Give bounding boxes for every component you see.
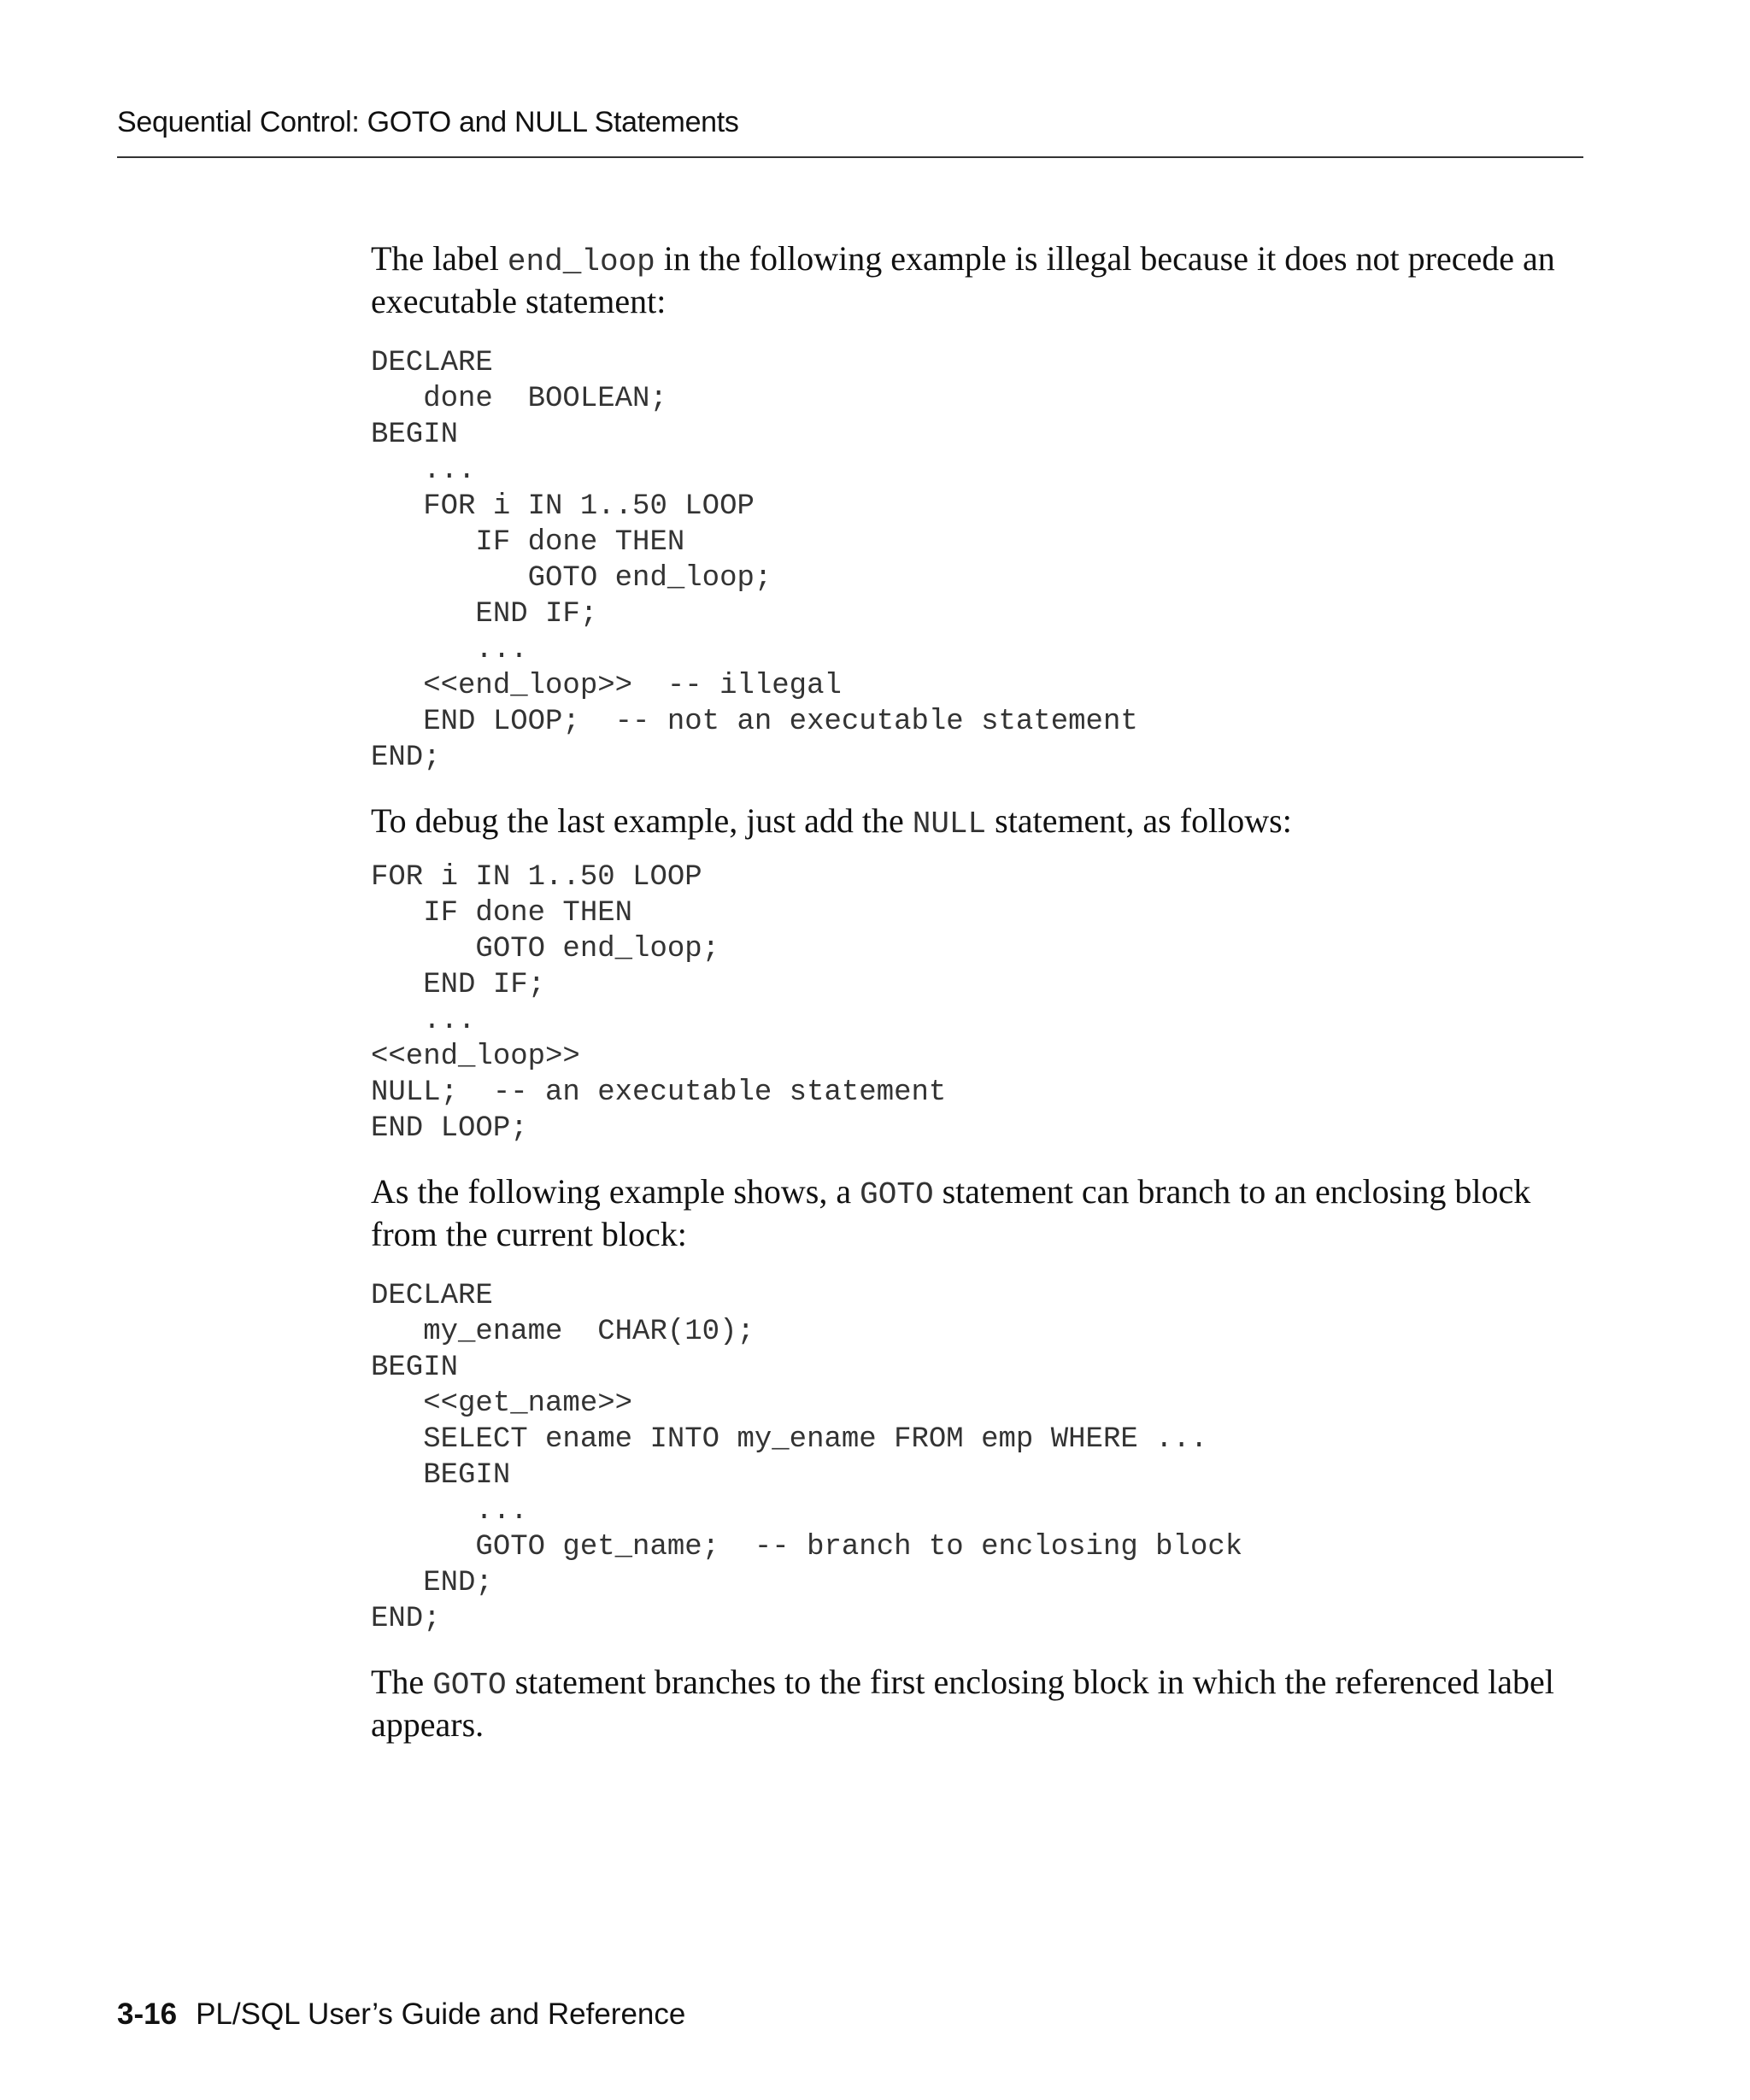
para-text: The [371,1663,433,1701]
inline-code-end-loop: end_loop [507,244,655,279]
para-text: statement, as follows: [986,801,1292,840]
para-text: in the following example is illegal because it does not precede an executable statement: [371,239,1555,320]
paragraph-enclosing-block [371,1172,1584,1254]
inline-code-goto: GOTO [860,1177,934,1212]
page-footer [117,1997,685,2032]
code-block-enclosing: DECLARE my_ename CHAR(10); BEGIN <<get_name>> SELECT ename INTO my_ename FROM emp WHERE ... BEGIN ... GOTO get_name; -- branch to enclosing block END; END; [371,1280,1243,1635]
running-header: Sequential Control: GOTO and NULL Statements [117,106,739,138]
page-body [371,239,1584,1745]
page-number: 3-16 [117,1997,178,2031]
para-text: The label [371,239,508,278]
inline-code-null: NULL [912,807,987,842]
inline-code-goto: GOTO [432,1668,507,1703]
paragraph-debug [371,801,1584,844]
header-rule [117,156,1583,158]
paragraph-label-illegal [371,239,1584,321]
para-text: statement branches to the first enclosing block in which the referenced label appears. [371,1663,1554,1744]
book-title: PL/SQL User’s Guide and Reference [196,1997,686,2031]
paragraph-goto-branches [371,1663,1584,1745]
para-text: statement can branch to an enclosing block from the current block: [371,1172,1531,1253]
para-text: As the following example shows, a [371,1172,860,1211]
code-block-null-fix: FOR i IN 1..50 LOOP IF done THEN GOTO end_loop; END IF; ... <<end_loop>> NULL; -- an executable statement END LOOP; [371,861,947,1145]
code-block-illegal-label: DECLARE done BOOLEAN; BEGIN ... FOR i IN 1..50 LOOP IF done THEN GOTO end_loop; END IF; ... <<end_loop>> -- illegal END LOOP; -- not an executable statement END; [371,347,1138,774]
para-text: To debug the last example, just add the [371,801,913,840]
